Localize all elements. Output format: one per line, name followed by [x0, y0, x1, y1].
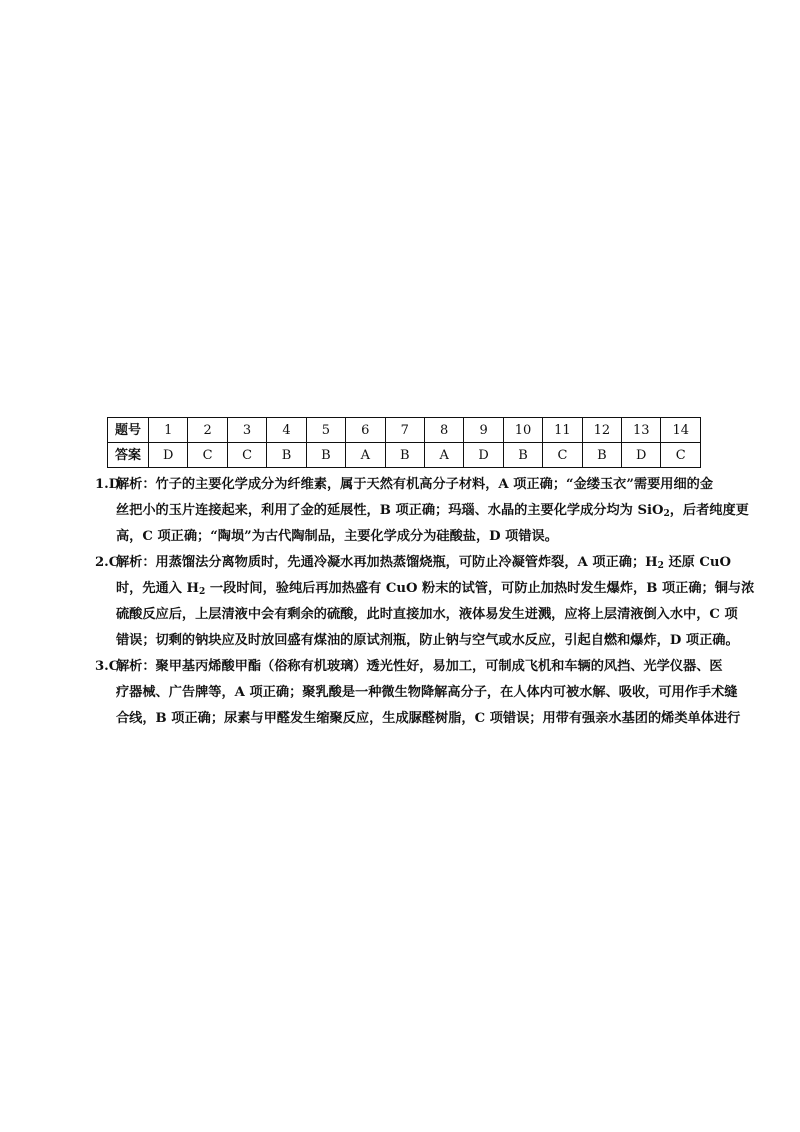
answer-cell: A: [424, 443, 463, 468]
explanation-line: [95, 498, 749, 524]
question-number-cell: 6: [346, 418, 385, 443]
explanation-text: 还原 CuO: [663, 555, 731, 570]
question-number-cell: 13: [622, 418, 661, 443]
answer-cell: C: [543, 443, 582, 468]
explanation-text: 硫酸反应后，上层清液中会有剩余的硫酸，此时直接加水，液体易发生迸溅，应将上层清液倒入水中，C 项: [116, 607, 738, 622]
question-number-cell: 2: [188, 418, 227, 443]
question-number-cell: 1: [149, 418, 188, 443]
explanation-item-1: [95, 472, 749, 550]
explanation-line: [95, 680, 738, 706]
question-answer: 3.C: [95, 659, 120, 674]
answer-row: [108, 443, 701, 468]
explanation-line: [95, 654, 723, 680]
explanation-line: [95, 576, 755, 602]
answer-cell: D: [464, 443, 503, 468]
subscript: 2: [199, 587, 206, 597]
analysis-label: 解析: [116, 477, 143, 492]
answer-cell: C: [661, 443, 701, 468]
explanation-text: 合线，B 项正确；尿素与甲醛发生缩聚反应，生成脲醛树脂，C 项错误；用带有强亲水基团的烯类单体进行: [116, 711, 741, 726]
question-answer: 1.D: [95, 477, 121, 492]
explanation-line: [95, 628, 739, 654]
subscript: 2: [657, 561, 664, 571]
question-number-row: [108, 418, 701, 443]
explanation-line: [95, 550, 731, 576]
answer-cell: B: [306, 443, 345, 468]
explanation-line: [95, 602, 738, 628]
answer-cell: C: [227, 443, 266, 468]
row-header-number: 题号: [108, 418, 149, 443]
explanation-text: 错误；切剩的钠块应及时放回盛有煤油的原试剂瓶，防止钠与空气或水反应，引起自燃和爆炸，D 项正确。: [116, 633, 739, 648]
explanation-line: [95, 706, 741, 732]
question-number-cell: 9: [464, 418, 503, 443]
explanation-line: [95, 524, 708, 550]
analysis-label: 解析: [116, 659, 143, 674]
explanations: [95, 472, 755, 732]
question-number-cell: 10: [503, 418, 542, 443]
question-number-cell: 3: [227, 418, 266, 443]
question-answer: 2.C: [95, 555, 120, 570]
analysis-label: 解析: [116, 555, 143, 570]
answer-table: [107, 417, 701, 468]
answer-cell: B: [385, 443, 424, 468]
explanation-text: ：聚甲基丙烯酸甲酯（俗称有机玻璃）透光性好，易加工，可制成飞机和车辆的风挡、光学仪器、医: [142, 659, 723, 674]
explanation-text: 疗器械、广告牌等，A 项正确；聚乳酸是一种微生物降解高分子，在人体内可被水解、吸收，可用作手术缝: [116, 685, 738, 700]
row-header-answer: 答案: [108, 443, 149, 468]
subscript: 2: [663, 509, 670, 519]
explanation-text: 丝把小的玉片连接起来，利用了金的延展性，B 项正确；玛瑙、水晶的主要化学成分均为 SiO: [116, 503, 664, 518]
explanation-text: ：竹子的主要化学成分为纤维素，属于天然有机高分子材料，A 项正确；“金缕玉衣”需要用细的金: [142, 477, 714, 492]
explanation-text: 一段时间，验纯后再加热盛有 CuO 粉末的试管，可防止加热时发生爆炸，B 项正确；铜与浓: [205, 581, 755, 596]
answer-cell: B: [582, 443, 621, 468]
explanation-text: ：用蒸馏法分离物质时，先通冷凝水再加热蒸馏烧瓶，可防止冷凝管炸裂，A 项正确；H: [142, 555, 658, 570]
explanation-item-2: [95, 550, 755, 654]
question-number-cell: 5: [306, 418, 345, 443]
question-number-cell: 14: [661, 418, 701, 443]
answer-cell: A: [346, 443, 385, 468]
explanation-text: 时，先通入 H: [116, 581, 199, 596]
question-number-cell: 4: [267, 418, 306, 443]
explanation-text: 高，C 项正确；“陶埙”为古代陶制品，主要化学成分为硅酸盐，D 项错误。: [116, 529, 558, 544]
answer-cell: D: [622, 443, 661, 468]
question-number-cell: 11: [543, 418, 582, 443]
answer-cell: D: [149, 443, 188, 468]
explanation-line: [95, 472, 714, 498]
question-number-cell: 12: [582, 418, 621, 443]
question-number-cell: 8: [424, 418, 463, 443]
question-number-cell: 7: [385, 418, 424, 443]
answer-cell: B: [503, 443, 542, 468]
explanation-item-3: [95, 654, 741, 732]
explanation-text: ，后者纯度更: [669, 503, 749, 518]
answer-cell: B: [267, 443, 306, 468]
answer-cell: C: [188, 443, 227, 468]
